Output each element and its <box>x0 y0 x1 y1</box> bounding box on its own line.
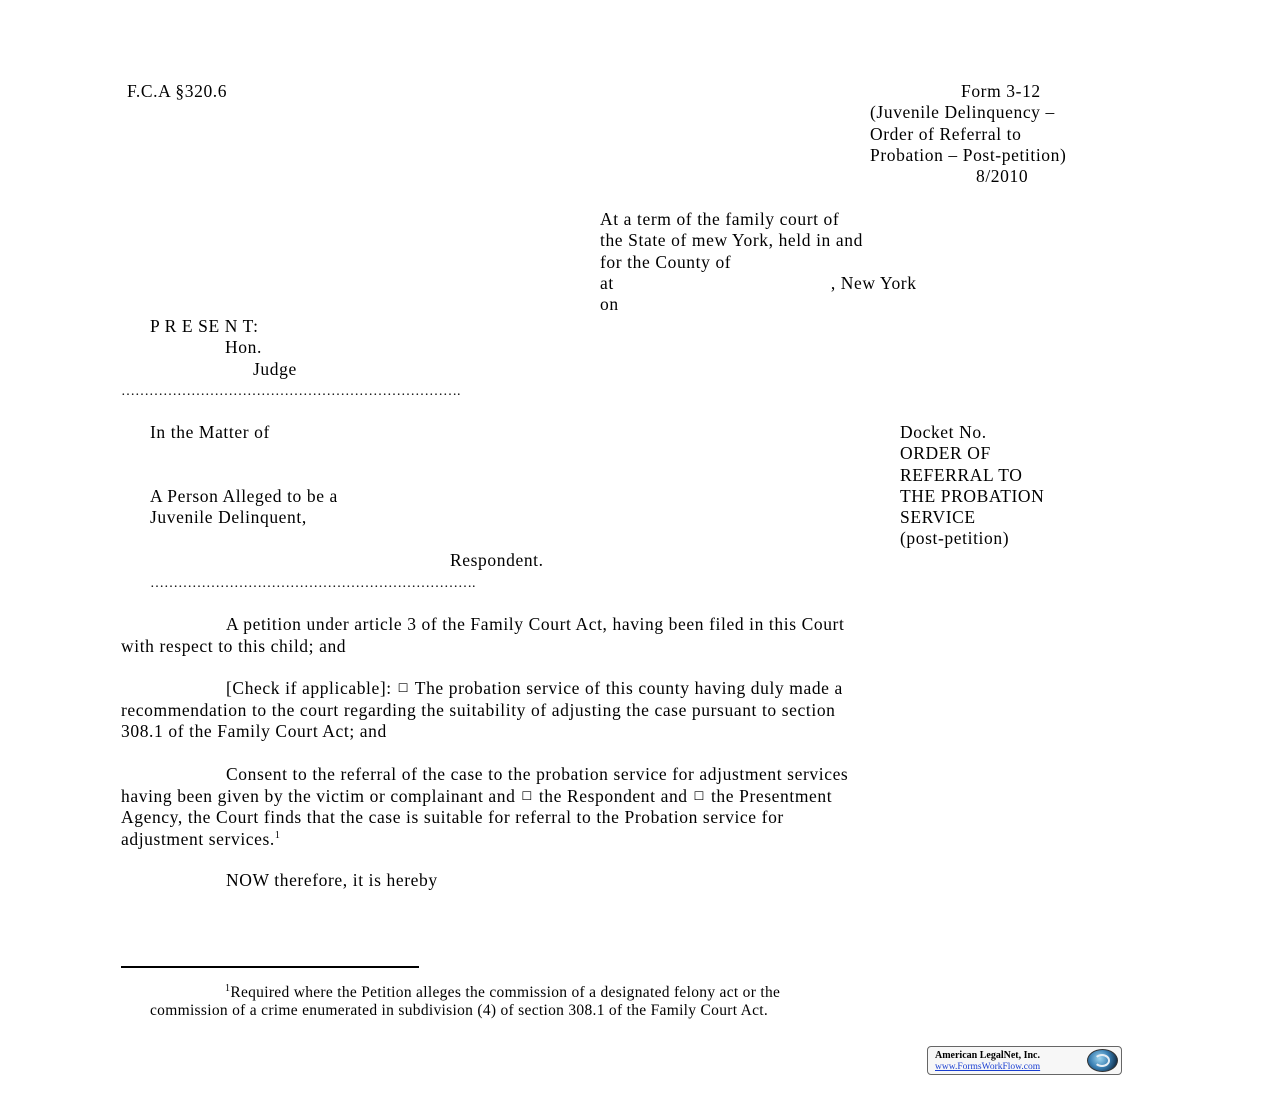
form-title-line: (Juvenile Delinquency – <box>870 102 1055 123</box>
order-title-line: REFERRAL TO <box>900 464 1023 485</box>
matter-label: In the Matter of <box>150 422 270 442</box>
judge-label: Judge <box>253 358 297 379</box>
consent-respondent-text: the Respondent and <box>538 785 688 806</box>
recommendation-checkbox[interactable]: ☐ <box>397 681 410 695</box>
form-date: 8/2010 <box>976 166 1029 187</box>
respondent-checkbox[interactable]: ☐ <box>521 788 533 803</box>
consent-victim-text: having been given by the victim or complainant and <box>121 785 516 806</box>
docket-block <box>900 422 1044 550</box>
adjustment-services-text: adjustment services. <box>121 828 275 849</box>
order-title-line: ORDER OF <box>900 443 991 464</box>
order-title-line: SERVICE <box>900 507 976 528</box>
website-link[interactable]: www.FormsWorkFlow.com <box>935 1062 1041 1072</box>
footnote-reference: 1 <box>274 829 281 841</box>
court-term-block <box>600 209 917 315</box>
court-term-line: At a term of the family court of <box>600 209 840 229</box>
paragraph-line: 308.1 of the Family Court Act; and <box>121 721 387 741</box>
court-location-line <box>600 273 917 294</box>
person-line: A Person Alleged to be a <box>150 486 338 506</box>
paragraph-now-therefore <box>121 870 1141 892</box>
at-label: at <box>600 272 614 293</box>
order-title-line: (post-petition) <box>900 528 1010 549</box>
court-term-line: for the County of <box>600 251 732 272</box>
recommendation-text: The probation service of this county having duly made a <box>414 678 843 698</box>
footnote-line: commission of a crime enumerated in subdivision (4) of section 308.1 of the Family Court Act. <box>150 1001 769 1019</box>
american-legalnet-logo[interactable] <box>927 1046 1122 1075</box>
dotted-separator: ……………………………………………………………. <box>150 576 476 591</box>
paragraph-recommendation <box>121 678 1141 743</box>
respondent-label: Respondent. <box>450 550 544 570</box>
form-info <box>870 81 1066 187</box>
globe-icon <box>1087 1049 1118 1072</box>
paragraph-line <box>121 786 1141 808</box>
paragraph-line: Consent to the referral of the case to the probation service for adjustment services <box>226 764 849 784</box>
footnote-line <box>150 984 780 1002</box>
paragraph-line: NOW therefore, it is hereby <box>226 870 438 890</box>
present-label: P R E SE N T: <box>150 316 259 336</box>
company-name: American LegalNet, Inc. <box>935 1050 1040 1061</box>
person-line: Juvenile Delinquent, <box>150 507 307 528</box>
person-block <box>150 486 338 529</box>
footnote <box>150 984 780 1019</box>
form-title-line: Probation – Post-petition) <box>870 144 1067 165</box>
statute-reference: F.C.A §320.6 <box>127 81 228 101</box>
new-york-label: , New York <box>830 272 917 293</box>
paragraph-line <box>121 829 1141 851</box>
paragraph-line: A petition under article 3 of the Family Court Act, having been filed in this Court <box>226 614 845 634</box>
form-number: Form 3-12 <box>961 81 1041 101</box>
order-title-line: THE PROBATION <box>900 485 1045 506</box>
footnote-separator <box>121 966 419 968</box>
paragraph-line: recommendation to the court regarding the suitability of adjusting the case pursuant to section <box>121 699 836 720</box>
check-if-applicable-label: [Check if applicable]: <box>226 678 392 698</box>
paragraph-consent <box>121 764 1141 850</box>
form-title-line: Order of Referral to <box>870 123 1022 144</box>
consent-presentment-text: the Presentment <box>710 785 833 806</box>
present-block <box>150 316 297 380</box>
paragraph-line <box>121 678 1141 700</box>
dotted-separator: ………………………………………………………………. <box>121 384 461 399</box>
on-label: on <box>600 294 619 315</box>
presentment-agency-checkbox[interactable]: ☐ <box>693 788 705 803</box>
docket-number-label: Docket No. <box>900 422 987 442</box>
paragraph-line: Agency, the Court finds that the case is suitable for referral to the Probation service for <box>121 807 784 827</box>
paragraph-petition <box>121 614 1141 657</box>
paragraph-line: with respect to this child; and <box>121 635 347 656</box>
hon-label: Hon. <box>225 337 262 358</box>
footnote-text: Required where the Petition alleges the commission of a designated felony act or the <box>230 984 781 1001</box>
court-term-line: the State of mew York, held in and <box>600 230 863 251</box>
footnote-marker: 1 <box>225 982 231 994</box>
